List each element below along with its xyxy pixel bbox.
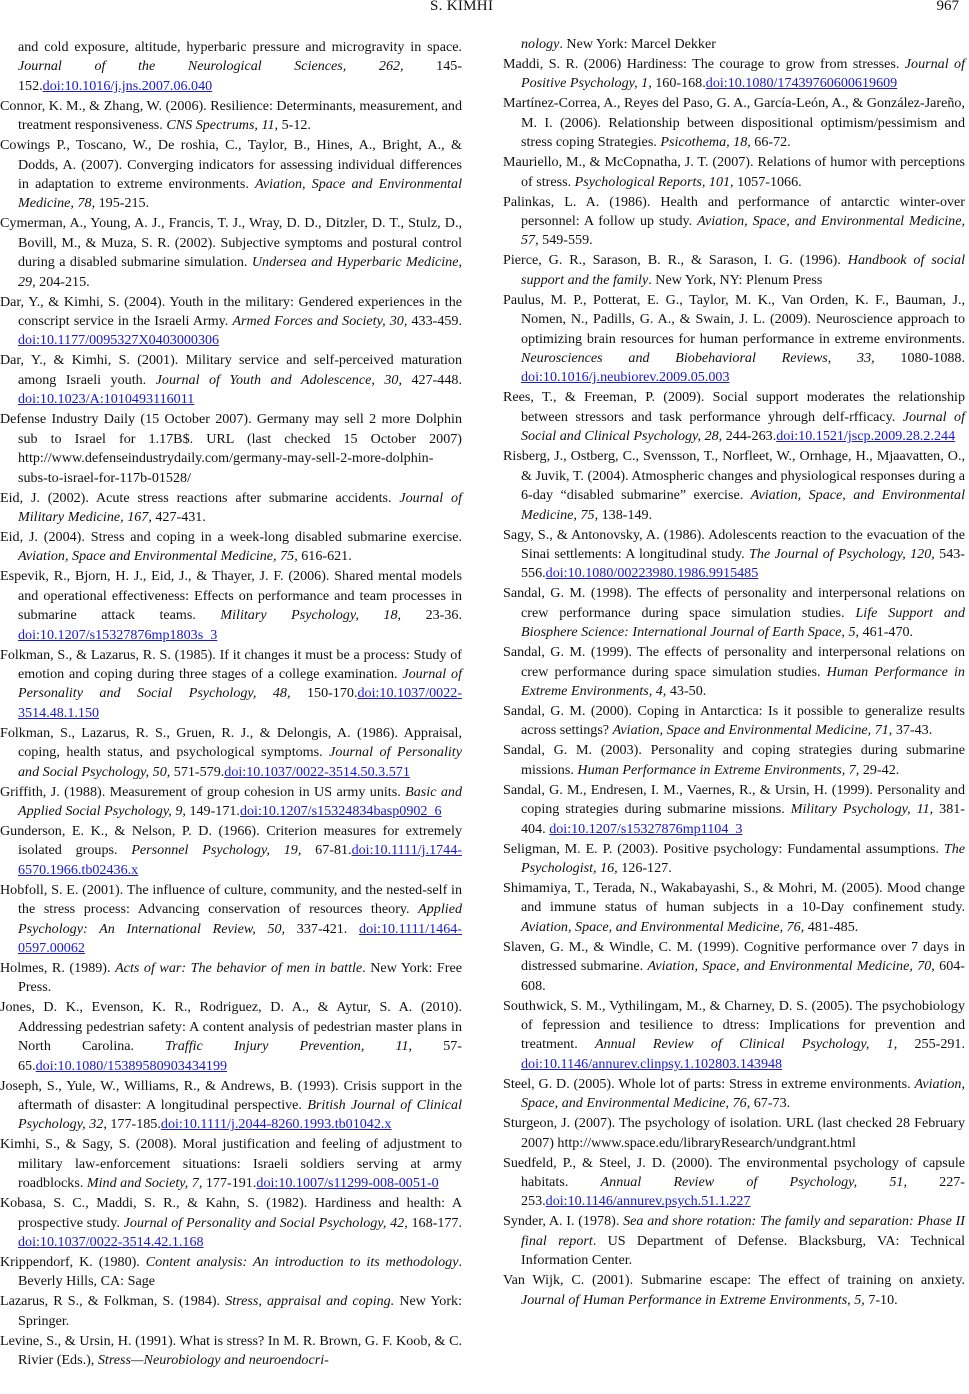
reference-details: 427-448. — [401, 371, 462, 388]
reference-entry — [0, 822, 462, 880]
reference-details: 244-263. — [722, 428, 777, 445]
reference-text: Joseph, S., Yule, W., Williams, R., & Andrews, B. (1993). Crisis support in the aftermath of disaster: A longitudinal perspective. — [0, 1077, 462, 1114]
reference-entry — [503, 741, 965, 780]
reference-entry — [503, 781, 965, 839]
reference-entry — [503, 94, 965, 152]
reference-source: Acts of war: The behavior of men in battle — [115, 960, 363, 976]
reference-details: 37-43. — [892, 722, 933, 739]
reference-source: Basic and Applied Social Psychology, 9, — [18, 783, 462, 819]
reference-entry — [0, 97, 462, 136]
reference-entry — [503, 388, 965, 446]
reference-source: Journal of Human Performance in Extreme Environments, 5, — [521, 1291, 865, 1308]
reference-details: 204-215. — [35, 273, 90, 290]
reference-details: 427-431. — [151, 508, 206, 525]
reference-text: Martínez-Correa, A., Reyes del Paso, G. A., García-León, A., & González-Jareño, M. I. (2006). Relationship between dispositional optimism/pessimism and stress coping Strategies. — [503, 95, 965, 151]
reference-entry — [0, 1332, 462, 1371]
reference-source: Journal of Youth and Adolescence, 30, — [155, 371, 402, 388]
reference-details: 616-621. — [297, 548, 352, 565]
reference-entry — [0, 351, 462, 409]
reference-text: Lazarus, R S., & Folkman, S. (1984). — [0, 1293, 226, 1310]
reference-text: Shimamiya, T., Terada, N., Wakabayashi, S., & Mohri, M. (2005). Mood change and immune status of human subjects in a 10-Day confinement study. — [503, 879, 965, 916]
reference-text: Seligman, M. E. P. (2003). Positive psychology: Fundamental assumptions. — [503, 840, 944, 857]
reference-text: Risberg, J., Ostberg, C., Svensson, T., Norfleet, W., Ornhage, H., Mjaavatten, O., & Juvik, T. (2004). Atmospheric changes and physiological responses during a 6-day “disabled submarine” exercise. — [503, 448, 965, 504]
reference-entry — [503, 643, 965, 701]
reference-text: Southwick, S. M., Vythilingam, M., & Charney, D. S. (2005). The psychobiology of fepression and tesilience to dtress: Implications for prevention and treatment. — [503, 997, 965, 1053]
reference-entry — [0, 783, 462, 822]
reference-details: . New York: Free Press. — [18, 960, 462, 996]
reference-details: 160-168. — [651, 75, 706, 92]
references-right-column — [503, 35, 965, 1311]
reference-text: Sandal, G. M., Endresen, I. M., Vaernes, R., & Ursin, H. (1999). Personality and coping strategies during submarine missions. — [503, 781, 965, 818]
reference-entry — [0, 881, 462, 959]
reference-entry — [0, 136, 462, 214]
page-header — [0, 0, 969, 20]
reference-text: Dar, Y., & Kimhi, S. (2001). Military service and self-perceived maturation among Israeli youth. — [0, 352, 462, 388]
reference-details: 145-152. — [18, 58, 463, 94]
reference-source: Traffic Injury Prevention, 11, — [165, 1038, 413, 1055]
reference-entry — [503, 35, 965, 54]
reference-details: 138-149. — [598, 506, 653, 523]
reference-details: 195-215. — [95, 195, 150, 212]
reference-text: Sturgeon, J. (2007). The psychology of isolation. URL (last checked 28 February 2007) http://www.space.edu/libraryResearch/undgrant.html — [503, 1115, 965, 1151]
reference-entry — [503, 702, 965, 741]
reference-details: 23-36. — [401, 607, 462, 624]
reference-details: 7-10. — [864, 1291, 898, 1308]
doi-link[interactable]: doi:10.1007/s11299-008-0051-0 — [256, 1175, 439, 1192]
reference-details: 1057-1066. — [733, 173, 802, 190]
reference-text: Sandal, G. M. (2003). Personality and coping strategies during submarine missions. — [503, 742, 965, 778]
reference-details: . Beverly Hills, CA: Sage — [18, 1254, 462, 1290]
reference-source: Stress—Neurobiology and neuroendocri- — [97, 1352, 329, 1369]
reference-entry — [503, 840, 965, 879]
reference-source: Military Psychology, 11, — [790, 801, 934, 818]
reference-details: 5-12. — [278, 117, 311, 134]
reference-source: Annual Review of Psychology, 51, — [600, 1174, 907, 1191]
reference-source: Applied Psychology: An International Review, 50, — [18, 901, 462, 937]
reference-entry — [0, 1253, 462, 1292]
reference-text: Rees, T., & Freeman, P. (2009). Social support moderates the relationship between stressors and task performance yhrough delf-rfficacy. — [503, 389, 965, 425]
reference-details: 604-608. — [521, 958, 965, 994]
reference-source: Aviation, Space, and Environmental Medicine, 76, — [521, 918, 805, 935]
reference-text: Maddi, S. R. (2006) Hardiness: The courage to grow from stresses. — [503, 56, 905, 72]
doi-link[interactable]: doi:10.1146/annurev.psych.51.1.227 — [545, 1193, 751, 1210]
reference-entry — [503, 1271, 965, 1310]
reference-details: 481-485. — [804, 918, 859, 935]
reference-text: Suedfeld, P., & Steel, J. D. (2000). The environmental psychology of capsule habitats. — [503, 1154, 965, 1191]
reference-text: Eid, J. (2002). Acute stress reactions after submarine accidents. — [0, 489, 400, 506]
reference-entry — [503, 291, 965, 388]
reference-source: Neurosciences and Biobehavioral Reviews, 33, — [521, 350, 875, 367]
reference-text: Van Wijk, C. (2001). Submarine escape: The effect of training on anxiety. — [503, 1272, 965, 1289]
reference-source: Journal of Military Medicine, 167, — [18, 489, 462, 525]
reference-source: Mind and Society, 7, — [86, 1175, 203, 1192]
doi-link[interactable]: doi:10.1023/A:1010493116011 — [18, 391, 195, 408]
reference-details: 29-42. — [859, 761, 900, 778]
reference-entry — [0, 489, 462, 528]
reference-source: Military Psychology, 18, — [220, 607, 402, 624]
reference-entry — [503, 153, 965, 192]
reference-text: Pierce, G. R., Sarason, B. R., & Sarason, I. G. (1996). — [503, 252, 848, 269]
reference-entry — [0, 214, 462, 292]
doi-link[interactable]: doi:10.1111/1464-0597.00062 — [18, 920, 462, 956]
reference-text: Synder, A. I. (1978). — [503, 1213, 624, 1230]
reference-entry — [0, 724, 462, 782]
reference-text: Palinkas, L. A. (1986). Health and performance of antarctic winter-over personnel: A follow up study. — [503, 193, 965, 230]
doi-link[interactable]: doi:10.1037/0022-3514.48.1.150 — [18, 685, 463, 721]
running-head-author: S. KIMHI — [430, 0, 494, 14]
reference-entry — [0, 998, 462, 1076]
reference-source: Aviation, Space, and Environmental Medicine, 57, — [521, 213, 965, 249]
reference-entry — [503, 1212, 965, 1270]
reference-source: The Psychologist, 16, — [521, 840, 965, 876]
reference-source: CNS Spectrums, 11, — [166, 117, 279, 134]
reference-details: 67-81. — [301, 842, 352, 859]
reference-details: 549-559. — [538, 232, 593, 249]
reference-source: Aviation, Space and Environmental Medicine, 71, — [612, 722, 893, 739]
reference-text: Cymerman, A., Young, A. J., Francis, T. J., Wray, D. D., Ditzler, D. T., Stulz, D., Bovill, M., & Muza, S. R. (2002). Subjective symptoms and postural control during a disabled submarine simulation. — [0, 215, 462, 271]
reference-entry — [503, 1075, 965, 1114]
reference-text: Sandal, G. M. (1998). The effects of personality and interpersonal relations on crew performance during space simulation studies. — [503, 585, 965, 621]
reference-text: Gunderson, E. K., & Nelson, P. D. (1966). Criterion measures for extremely isolated groups. — [0, 822, 462, 859]
reference-text: Sandal, G. M. (1999). The effects of personality and interpersonal relations on crew performance during space simulation studies. — [503, 644, 965, 680]
reference-source: Journal of Positive Psychology, 1, — [521, 56, 965, 92]
doi-link[interactable]: doi:10.1177/0095327X0403000306 — [18, 332, 220, 349]
reference-source: Sea and shore rotation: The family and separation: Phase II final report — [521, 1213, 965, 1249]
reference-entry — [0, 959, 462, 998]
reference-details: . US Department of Defense. Blacksburg, VA: Technical Information Center. — [521, 1232, 966, 1269]
reference-source: Armed Forces and Society, 30, — [232, 313, 408, 330]
doi-link[interactable]: doi:10.1111/j.2044-8260.1993.tb01042.x — [160, 1116, 392, 1133]
reference-details: 177-185. — [106, 1116, 161, 1133]
reference-text: Slaven, G. M., & Windle, C. M. (1999). Cognitive performance over 7 days in distressed submarine. — [503, 938, 965, 975]
reference-source: Stress, appraisal and coping. — [225, 1293, 395, 1310]
reference-text: Griffith, J. (1988). Measurement of group cohesion in US army units. — [0, 783, 406, 800]
reference-text: Kimhi, S., & Sagy, S. (2008). Moral justification and feeling of adjustment to military law-enforcement situations: Israeli soldiers serving at army roadblocks. — [0, 1136, 462, 1192]
reference-text: Paulus, M. P., Potterat, E. G., Taylor, M. K., Van Orden, K. F., Bauman, J., Nomen, N., Padills, G. A., & Swain, J. L. (2009). Neuroscience approach to optimizing brain resources for human performance in extreme environments. — [503, 291, 965, 347]
reference-source: Annual Review of Clinical Psychology, 1, — [594, 1036, 898, 1053]
reference-details: 571-579. — [170, 763, 225, 780]
reference-text: Holmes, R. (1989). — [0, 960, 116, 976]
reference-details: 57-65. — [18, 1038, 463, 1074]
doi-link[interactable]: doi:10.1080/00223980.1986.9915485 — [545, 565, 759, 582]
reference-details: 43-50. — [666, 682, 707, 699]
reference-details: 433-459. — [407, 313, 462, 330]
reference-source: Aviation, Space, and Environmental Medicine, 76, — [521, 1075, 965, 1112]
reference-details: 1080-1088. — [874, 350, 965, 367]
reference-entry — [503, 997, 965, 1075]
reference-text: Eid, J. (2004). Stress and coping in a week-long disabled submarine exercise. — [0, 528, 462, 545]
reference-source: Journal of the Neurological Sciences, 262, — [18, 58, 404, 75]
reference-entry — [503, 1154, 965, 1212]
reference-source: Journal of Personality and Social Psychology, 50, — [18, 744, 462, 780]
reference-text: Defense Industry Daily (15 October 2007). Germany may sell 2 more Dolphin sub to Israel for 1.17B$. URL (last checked 15 October 2007) http://www.defenseindustrydaily.com/germany-may-sell-2-more-dolphin-subs-to-israel-for-117b-01528/ — [0, 411, 462, 486]
reference-entry — [503, 584, 965, 642]
references-left-column — [0, 38, 462, 1371]
reference-text: Levine, S., & Ursin, H. (1991). What is stress? In M. R. Brown, G. F. Koob, & C. Rivier (Eds.), — [0, 1332, 462, 1369]
reference-entry — [0, 293, 462, 351]
reference-text: Jones, D. K., Evenson, K. R., Rodriguez, D. A., & Aytur, S. A. (2010). Addressing pedestrian safety: A content analysis of pedestrian master plans in North Carolina. — [0, 999, 462, 1055]
reference-details: 67-73. — [750, 1095, 791, 1112]
doi-link[interactable]: doi:10.1037/0022-3514.42.1.168 — [18, 1234, 204, 1251]
reference-entry — [0, 1194, 462, 1252]
reference-details: 126-127. — [617, 859, 672, 876]
reference-source: Human Performance in Extreme Environments, 7, — [577, 761, 860, 778]
reference-source: Undersea and Hyperbaric Medicine, 29, — [18, 254, 463, 290]
reference-entry — [0, 567, 462, 645]
reference-details: 381-404. — [521, 801, 965, 837]
reference-text: Connor, K. M., & Zhang, W. (2006). Resilience: Determinants, measurement, and treatment responsiveness. — [0, 97, 462, 134]
reference-text: Steel, G. D. (2005). Whole lot of parts: Stress in extreme environments. — [503, 1075, 915, 1092]
reference-entry — [0, 1292, 462, 1331]
reference-details: 149-171. — [185, 802, 240, 819]
reference-source: Psicothema, 18, — [660, 134, 751, 151]
doi-link[interactable]: doi:10.1016/j.neubiorev.2009.05.003 — [521, 369, 730, 386]
reference-text: Folkman, S., Lazarus, R. S., Gruen, R. J., & Delongis, A. (1986). Appraisal, coping, health status, and psychological symptoms. — [0, 724, 462, 761]
reference-source: Human Performance in Extreme Environments, 4, — [521, 663, 965, 699]
reference-text: Kobasa, S. C., Maddi, S. R., & Kahn, S. (1982). Hardiness and health: A prospective study. — [0, 1195, 462, 1231]
reference-entry — [503, 251, 965, 290]
reference-text: and cold exposure, altitude, hyperbaric pressure and microgravity in space. — [18, 39, 462, 55]
reference-source: British Journal of Clinical Psychology, 32, — [18, 1097, 462, 1133]
reference-details: New York: Springer. — [18, 1293, 462, 1329]
reference-entry — [0, 1135, 462, 1193]
reference-entry — [0, 410, 462, 488]
reference-details: 66-72. — [750, 134, 791, 151]
reference-text: Espevik, R., Bjorn, H. J., Eid, J., & Thayer, J. F. (2006). Shared mental models and operational effectiveness: Effects on performance and team processes in submarine attack teams. — [0, 568, 462, 624]
reference-entry — [503, 447, 965, 525]
reference-source: Life Support and Biosphere Science: International Journal of Earth Space, 5, — [521, 604, 965, 641]
reference-details: 168-177. — [407, 1214, 462, 1231]
reference-text: Sandal, G. M. (2000). Coping in Antarctica: Is it possible to generalize results across settings? — [503, 702, 965, 739]
reference-source: The Journal of Psychology, 120, — [749, 545, 935, 562]
doi-link[interactable]: doi:10.1080/17439760600619609 — [705, 75, 898, 92]
reference-entry — [503, 1114, 965, 1153]
reference-text: Sagy, S., & Antonovsky, A. (1986). Adolescents reaction to the evacuation of the Sinai settlements: A longitudinal study. — [503, 526, 965, 562]
reference-details: 337-421. — [285, 920, 360, 937]
reference-entry — [0, 528, 462, 567]
reference-details: 255-291. — [897, 1036, 965, 1053]
doi-link[interactable]: doi:10.1207/s15324834basp0902_6 — [239, 802, 442, 819]
doi-link[interactable]: doi:10.1111/j.1744-6570.1966.tb02436.x — [18, 842, 462, 878]
doi-link[interactable]: doi:10.1016/j.jns.2007.06.040 — [42, 77, 213, 94]
reference-entry — [0, 646, 462, 724]
reference-source: Journal of Personality and Social Psychology, 48, — [18, 665, 462, 702]
reference-source: Journal of Social and Clinical Psychology, 28, — [521, 408, 965, 445]
reference-text: Dar, Y., & Kimhi, S. (2004). Youth in the military: Gendered experiences in the conscript service in the Israeli Army. — [0, 293, 462, 330]
doi-link[interactable]: doi:10.1207/s15327876mp1104_3 — [549, 820, 743, 837]
reference-source: Journal of Personality and Social Psychology, 42, — [123, 1214, 408, 1231]
reference-entry — [503, 55, 965, 94]
reference-text: Hobfoll, S. E. (2001). The influence of culture, community, and the nested-self in the stress process: Advancing conservation of resources theory. — [0, 881, 462, 918]
reference-entry — [0, 1077, 462, 1135]
reference-source: Handbook of social support and the family — [521, 252, 965, 288]
reference-source: nology — [521, 36, 560, 52]
reference-source: Psychological Reports, 101, — [574, 173, 734, 190]
doi-link[interactable]: doi:10.1037/0022-3514.50.3.571 — [224, 763, 410, 780]
reference-details: 543-556. — [521, 545, 965, 582]
reference-source: Aviation, Space and Environmental Medicine, 78, — [18, 176, 462, 212]
reference-details: 177-191. — [202, 1175, 257, 1192]
doi-link[interactable]: doi:10.1146/annurev.clinpsy.1.102803.143948 — [521, 1055, 783, 1072]
reference-details: 461-470. — [859, 624, 914, 641]
reference-entry — [503, 938, 965, 996]
doi-link[interactable]: doi:10.1521/jscp.2009.28.2.244 — [776, 428, 956, 445]
reference-text: Folkman, S., & Lazarus, R. S. (1985). If it changes it must be a process: Study of emotion and coping during three stages of a college examination. — [0, 646, 462, 682]
reference-source: Aviation, Space, and Environmental Medicine, 70, — [647, 958, 935, 975]
reference-source: Aviation, Space, and Environmental Medicine, 75, — [521, 487, 966, 523]
reference-details: . New York: Marcel Dekker — [559, 36, 716, 52]
reference-text: Cowings P., Toscano, W., De roshia, C., Taylor, B., Hines, A., Bright, A., & Dodds, A. (2007). Converging indicators for assessing individual differences in adaptation to extreme environments. — [0, 137, 462, 193]
doi-link[interactable]: doi:10.1080/15389580903434199 — [35, 1057, 228, 1074]
reference-text: Mauriello, M., & McCopnatha, J. T. (2007). Relations of humor with perceptions of stress. — [503, 154, 965, 190]
reference-text: Krippendorf, K. (1980). — [0, 1254, 146, 1271]
reference-source: Content analysis: An introduction to its methodology — [145, 1254, 459, 1271]
reference-entry — [503, 526, 965, 584]
reference-entry — [503, 193, 965, 251]
reference-details: . New York, NY: Plenum Press — [648, 271, 823, 288]
reference-entry — [0, 38, 462, 96]
reference-details: 227-253. — [521, 1174, 965, 1210]
reference-source: Personnel Psychology, 19, — [131, 842, 302, 859]
reference-details: 150-170. — [290, 685, 358, 702]
doi-link[interactable]: doi:10.1207/s15327876mp1803s_3 — [18, 626, 218, 643]
page-number: 967 — [936, 0, 959, 14]
reference-source: Aviation, Space and Environmental Medicine, 75, — [18, 548, 298, 565]
reference-entry — [503, 879, 965, 937]
